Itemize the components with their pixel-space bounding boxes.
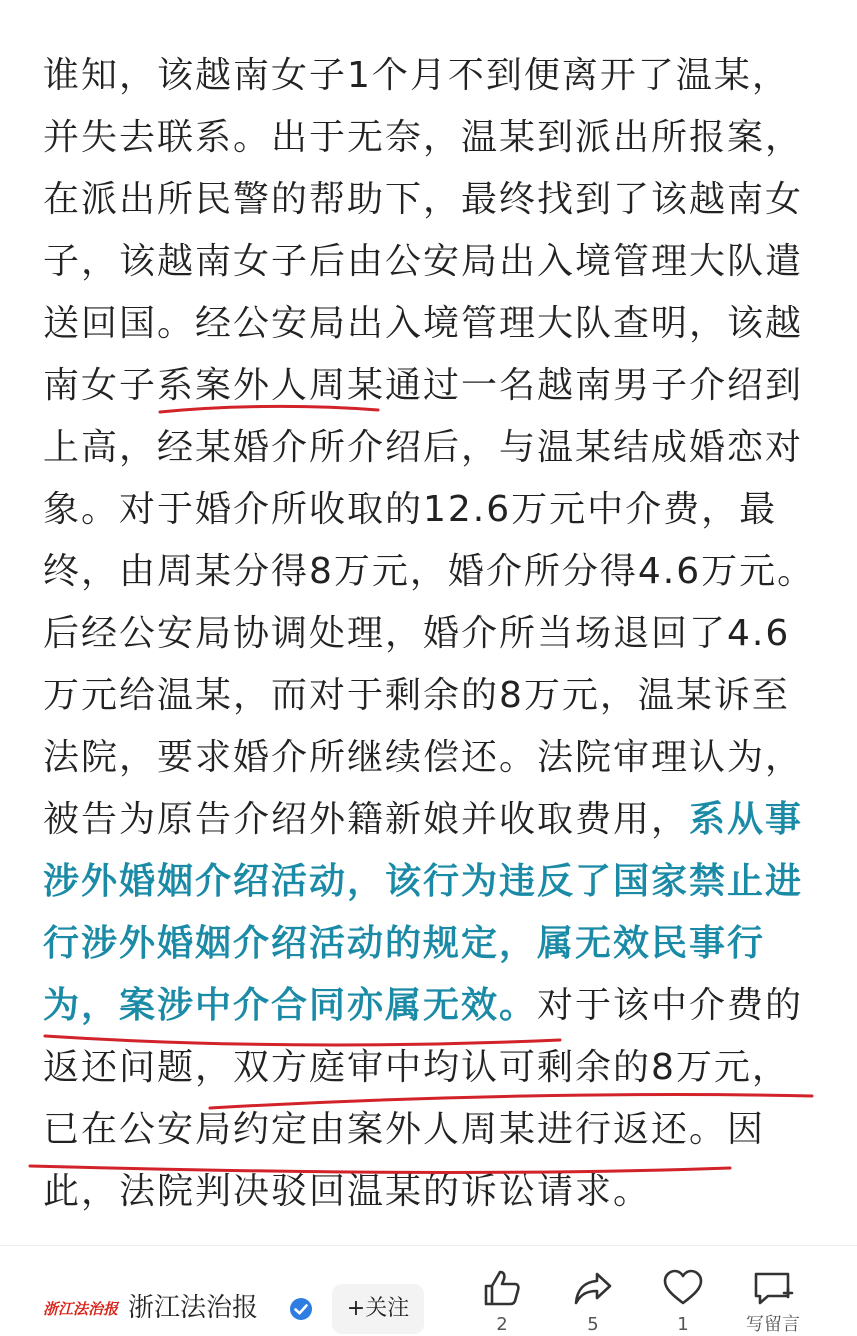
article-line: 上高，经某婚介所介绍后，与温某结成婚恋对 (43, 427, 804, 468)
like-count: 2 (496, 1314, 508, 1335)
share-icon (571, 1266, 615, 1310)
highlighted-text: 为，案涉中介合同亦属无效。 (43, 985, 538, 1026)
article-line (43, 789, 803, 851)
bottom-action-bar (0, 1245, 857, 1334)
article-line: 送回国。经公安局出入境管理大队查明，该越 (43, 303, 804, 344)
share-count: 5 (587, 1314, 599, 1335)
favorite-count: 1 (677, 1314, 689, 1335)
like-button[interactable] (462, 1266, 542, 1334)
article-line: 此，法院判决驳回温某的诉讼请求。 (43, 1171, 652, 1212)
heart-icon (661, 1266, 705, 1310)
article-line: 子，该越南女子后由公安局出入境管理大队遣 (43, 241, 804, 282)
article-line: 谁知，该越南女子1个月不到便离开了温某， (43, 55, 790, 96)
favorite-button[interactable] (643, 1266, 723, 1334)
article-line: 法院，要求婚介所继续偿还。法院审理认为， (43, 737, 804, 778)
follow-button[interactable]: +关注 (332, 1284, 424, 1334)
article-text: 对于该中介费的 (537, 985, 804, 1026)
article-line: 象。对于婚介所收取的12.6万元中介费，最 (43, 489, 778, 530)
article-line: 终，由周某分得8万元，婚介所分得4.6万元。 (43, 551, 816, 592)
article-text: 被告为原告介绍外籍新娘并收取费用， (43, 799, 690, 840)
comment-button[interactable] (733, 1266, 813, 1334)
article-line: 南女子系案外人周某通过一名越南男子介绍到 (43, 365, 804, 406)
article-line: 后经公安局协调处理，婚介所当场退回了4.6 (43, 613, 791, 654)
article-line: 在派出所民警的帮助下，最终找到了该越南女 (43, 179, 804, 220)
highlighted-text: 系从事 (689, 799, 804, 840)
verified-icon (289, 1297, 313, 1321)
article-line (43, 975, 803, 1037)
share-button[interactable] (553, 1266, 633, 1334)
comment-label: 写留言 (746, 1314, 800, 1335)
publisher-logo[interactable]: 浙江法治报 (43, 1300, 119, 1318)
highlighted-line: 行涉外婚姻介绍活动的规定，属无效民事行 (43, 923, 766, 964)
article-line: 万元给温某，而对于剩余的8万元，温某诉至 (43, 675, 790, 716)
thumbs-up-icon (480, 1266, 524, 1310)
highlighted-line: 涉外婚姻介绍活动，该行为违反了国家禁止进 (43, 861, 804, 902)
publisher-name[interactable]: 浙江法治报 (128, 1293, 259, 1323)
article-line: 已在公安局约定由案外人周某进行返还。因 (43, 1109, 766, 1150)
article-line: 返还问题，双方庭审中均认可剩余的8万元， (43, 1047, 790, 1088)
comment-icon (751, 1266, 795, 1310)
article-line: 并失去联系。出于无奈，温某到派出所报案， (43, 117, 804, 158)
